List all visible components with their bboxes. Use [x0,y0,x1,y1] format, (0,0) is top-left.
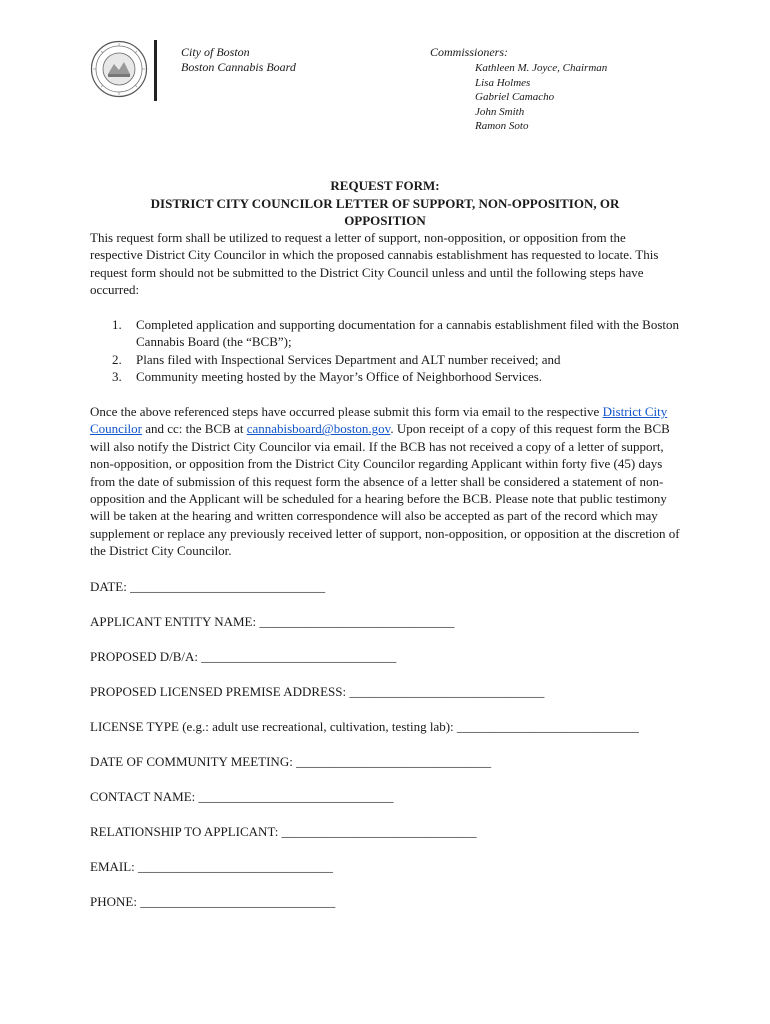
step-item [90,368,680,385]
commissioner-name: John Smith [475,105,525,118]
field-label: PHONE: [90,894,137,909]
field-relationship[interactable] [90,823,690,858]
field-label: RELATIONSHIP TO APPLICANT: [90,824,279,839]
title-line: REQUEST FORM: [330,178,440,193]
field-phone[interactable] [90,893,690,928]
field-label: PROPOSED LICENSED PREMISE ADDRESS: [90,684,347,699]
city-seal-icon [90,40,148,98]
district-city-councilor-link[interactable]: District City Councilor [90,404,668,437]
field-proposed-dba[interactable] [90,648,690,683]
field-blank[interactable]: ____________________________ [456,719,639,734]
title-line: OPPOSITION [344,213,426,228]
steps-list [90,316,680,386]
field-blank[interactable]: ______________________________ [259,614,455,629]
submission-paragraph [90,403,680,560]
field-applicant-entity-name[interactable] [90,613,690,648]
commissioner-name: Lisa Holmes [475,76,531,89]
field-date[interactable] [90,578,690,613]
field-label: APPLICANT ENTITY NAME: [90,614,257,629]
paragraph-text: and cc: the BCB at [142,421,247,437]
form-title [90,177,680,230]
step-number: 2. [112,351,122,367]
field-blank[interactable]: ______________________________ [198,789,394,804]
paragraph-text: . Upon receipt of a copy of this request form the BCB will also notify the District City Councilor via email. If the BCB has not received a copy of a letter of support, non-opposition, or opposition from the District City Councilor regarding Applicant within forty five (45) days from the date of submission of this request form the absence of a letter shall be considered a statement of non-opposition and the Applicant will be scheduled for a hearing before the BCB. Please note that public testimony will be taken at the hearing and written correspondence will also be accepted as part of the record which may supplement or replace any previously received letter of support, non-opposition, or opposition at the discretion of the District City Councilor. [90,421,680,559]
field-license-type[interactable] [90,718,690,753]
field-blank[interactable]: ______________________________ [138,859,334,874]
step-item [90,351,680,368]
field-email[interactable] [90,858,690,893]
step-text: Community meeting hosted by the Mayor’s Office of Neighborhood Services. [136,369,543,385]
step-text: Plans filed with Inspectional Services Department and ALT number received; and [136,351,561,367]
field-label: EMAIL: [90,859,135,874]
form-fields [90,578,690,928]
field-blank[interactable]: ______________________________ [296,754,492,769]
header-divider [154,40,157,101]
commissioners-list [475,61,607,134]
field-blank[interactable]: ______________________________ [281,824,477,839]
field-blank[interactable]: ______________________________ [201,649,397,664]
paragraph-text: Once the above referenced steps have occurred please submit this form via email to the respective [90,404,603,419]
commissioner-name: Gabriel Camacho [475,91,555,103]
commissioner-name: Kathleen M. Joyce, Chairman [475,62,608,74]
field-blank[interactable]: ______________________________ [130,579,326,594]
cannabisboard-email-link[interactable]: cannabisboard@boston.gov [246,421,391,437]
field-label: DATE OF COMMUNITY MEETING: [90,754,293,769]
field-contact-name[interactable] [90,788,690,823]
title-line: DISTRICT CITY COUNCILOR LETTER OF SUPPORT, NON-OPPOSITION, OR [150,195,620,211]
org-line-city: City of Boston [181,45,250,59]
field-label: DATE: [90,579,127,594]
field-blank[interactable]: ______________________________ [349,684,545,699]
field-label: PROPOSED D/B/A: [90,649,198,664]
intro-paragraph: This request form shall be utilized to request a letter of support, non-opposition, or opposition from the respective District City Councilor in which the proposed cannabis establishment has requested to locate. This request form should not be submitted to the District City Council unless and until the following steps have occurred: [90,230,659,298]
field-label: LICENSE TYPE (e.g.: adult use recreational, cultivation, testing lab): [90,719,454,734]
commissioner-name: Ramon Soto [475,120,529,132]
field-blank[interactable]: ______________________________ [140,894,336,909]
field-label: CONTACT NAME: [90,789,196,804]
org-line-board: Boston Cannabis Board [181,60,296,74]
step-item [90,316,680,351]
step-number: 3. [112,369,122,385]
step-text: Completed application and supporting documentation for a cannabis establishment filed with the Boston Cannabis Board (the “BCB”); [136,317,679,350]
organization-name [181,45,296,75]
field-community-meeting-date[interactable] [90,753,690,788]
field-premise-address[interactable] [90,683,690,718]
step-number: 1. [112,317,122,332]
commissioners-label: Commissioners: [430,45,509,59]
